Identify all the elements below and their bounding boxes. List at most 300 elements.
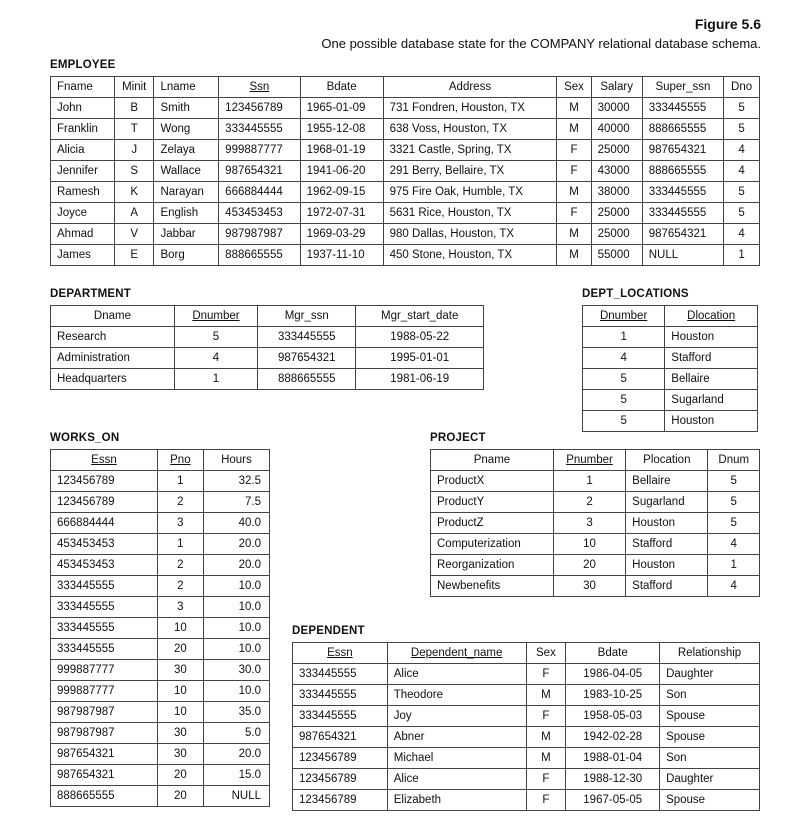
department-header-row: [51, 306, 484, 327]
employee-cell: B: [114, 98, 154, 119]
works-on-cell: 20: [157, 639, 203, 660]
employee-cell: 888665555: [642, 119, 723, 140]
department-row: [51, 348, 484, 369]
employee-cell: English: [154, 203, 219, 224]
project-cell: Houston: [626, 555, 708, 576]
dependent-column-header-label: Dependent_name: [410, 647, 503, 659]
employee-cell: M: [557, 245, 591, 266]
employee-cell: F: [557, 203, 591, 224]
project-column-header: [431, 450, 554, 471]
dependent-row: [293, 727, 760, 748]
department-table: [50, 305, 484, 390]
dept-locations-cell: Bellaire: [665, 369, 758, 390]
project-row: [431, 576, 760, 597]
works-on-cell: 10: [157, 618, 203, 639]
works-on-row: [51, 744, 270, 765]
employee-cell: 1941-06-20: [300, 161, 383, 182]
employee-cell: 30000: [591, 98, 642, 119]
works-on-cell: 10.0: [203, 639, 269, 660]
dependent-cell: 1988-12-30: [566, 769, 660, 790]
employee-column-header: [114, 77, 154, 98]
employee-cell: 987654321: [642, 224, 723, 245]
project-table: [430, 449, 760, 597]
project-cell: ProductZ: [431, 513, 554, 534]
works-on-cell: 333445555: [51, 618, 158, 639]
works-on-row: [51, 576, 270, 597]
department-column-header: [174, 306, 257, 327]
employee-cell: 638 Voss, Houston, TX: [383, 119, 557, 140]
employee-column-header-label: Address: [448, 81, 492, 93]
works-on-section: [50, 431, 270, 807]
project-cell: 1: [553, 471, 625, 492]
employee-label: EMPLOYEE: [50, 59, 116, 71]
dependent-cell: Son: [660, 748, 760, 769]
project-column-header-label: Plocation: [643, 454, 691, 466]
department-cell: Administration: [51, 348, 175, 369]
dept-locations-table: [582, 305, 758, 432]
dependent-row: [293, 769, 760, 790]
project-row: [431, 471, 760, 492]
works-on-cell: 10: [157, 702, 203, 723]
employee-cell: 3321 Castle, Spring, TX: [383, 140, 557, 161]
dept-locations-cell: Houston: [665, 411, 758, 432]
employee-cell: Smith: [154, 98, 219, 119]
dept-locations-column-header: [665, 306, 758, 327]
works-on-cell: 10.0: [203, 597, 269, 618]
works-on-column-header-label: Pno: [170, 454, 191, 466]
works-on-cell: 987987987: [51, 723, 158, 744]
employee-cell: 1955-12-08: [300, 119, 383, 140]
department-cell: 1981-06-19: [356, 369, 484, 390]
employee-cell: 980 Dallas, Houston, TX: [383, 224, 557, 245]
employee-cell: 333445555: [219, 119, 300, 140]
works-on-column-header: [203, 450, 269, 471]
employee-cell: 453453453: [219, 203, 300, 224]
project-column-header-label: Pnumber: [566, 454, 613, 466]
dependent-row: [293, 748, 760, 769]
employee-column-header: [51, 77, 115, 98]
employee-cell: 975 Fire Oak, Humble, TX: [383, 182, 557, 203]
dependent-cell: 333445555: [293, 664, 388, 685]
dept-locations-cell: 5: [583, 369, 665, 390]
dependent-cell: F: [526, 664, 566, 685]
employee-cell: Jennifer: [51, 161, 115, 182]
project-column-header: [553, 450, 625, 471]
department-column-header: [51, 306, 175, 327]
project-row: [431, 534, 760, 555]
works-on-cell: 10: [157, 681, 203, 702]
department-row: [51, 369, 484, 390]
works-on-row: [51, 534, 270, 555]
works-on-cell: 5.0: [203, 723, 269, 744]
employee-cell: F: [557, 161, 591, 182]
dependent-cell: 123456789: [293, 769, 388, 790]
dependent-cell: 123456789: [293, 790, 388, 811]
project-cell: Stafford: [626, 534, 708, 555]
figure-caption: One possible database state for the COMPANY relational database schema.: [321, 36, 761, 51]
employee-section: [50, 58, 760, 266]
employee-cell: 999887777: [219, 140, 300, 161]
employee-cell: 43000: [591, 161, 642, 182]
dependent-cell: Son: [660, 685, 760, 706]
works-on-row: [51, 702, 270, 723]
employee-cell: 1968-01-19: [300, 140, 383, 161]
works-on-row: [51, 513, 270, 534]
dependent-section: [292, 624, 760, 811]
dependent-cell: F: [526, 769, 566, 790]
works-on-cell: 3: [157, 597, 203, 618]
dept-locations-row: [583, 390, 758, 411]
department-section: [50, 287, 484, 390]
employee-row: [51, 203, 760, 224]
project-cell: Houston: [626, 513, 708, 534]
figure-title: Figure 5.6: [694, 16, 761, 32]
dept-locations-cell: 5: [583, 411, 665, 432]
dependent-cell: Michael: [387, 748, 526, 769]
employee-cell: 5: [724, 203, 760, 224]
employee-cell: 987987987: [219, 224, 300, 245]
works-on-cell: 20: [157, 786, 203, 807]
employee-cell: 888665555: [642, 161, 723, 182]
works-on-cell: 7.5: [203, 492, 269, 513]
department-label: DEPARTMENT: [50, 288, 132, 300]
project-cell: 2: [553, 492, 625, 513]
department-cell: 1: [174, 369, 257, 390]
department-cell: 987654321: [258, 348, 356, 369]
employee-cell: K: [114, 182, 154, 203]
dependent-cell: F: [526, 790, 566, 811]
project-cell: 5: [708, 471, 760, 492]
works-on-cell: 20.0: [203, 744, 269, 765]
department-cell: 1988-05-22: [356, 327, 484, 348]
works-on-cell: 123456789: [51, 492, 158, 513]
employee-column-header-label: Fname: [57, 81, 93, 93]
employee-column-header-label: Bdate: [326, 81, 357, 93]
dependent-column-header-label: Sex: [536, 647, 556, 659]
dept-locations-cell: 5: [583, 390, 665, 411]
dependent-column-header: [293, 643, 388, 664]
works-on-cell: 10.0: [203, 618, 269, 639]
employee-cell: M: [557, 224, 591, 245]
employee-column-header-label: Minit: [122, 81, 147, 93]
employee-cell: John: [51, 98, 115, 119]
works-on-cell: 1: [157, 534, 203, 555]
works-on-cell: 3: [157, 513, 203, 534]
employee-column-header: [724, 77, 760, 98]
employee-cell: 666884444: [219, 182, 300, 203]
employee-cell: 4: [724, 140, 760, 161]
dependent-cell: F: [526, 706, 566, 727]
dependent-header-row: [293, 643, 760, 664]
dept-locations-column-header-label: Dlocation: [687, 310, 736, 322]
employee-cell: 38000: [591, 182, 642, 203]
works-on-cell: 999887777: [51, 681, 158, 702]
employee-cell: 5: [724, 119, 760, 140]
employee-row: [51, 224, 760, 245]
employee-column-header: [642, 77, 723, 98]
dependent-cell: Elizabeth: [387, 790, 526, 811]
project-row: [431, 492, 760, 513]
dependent-row: [293, 706, 760, 727]
employee-cell: Narayan: [154, 182, 219, 203]
employee-cell: 888665555: [219, 245, 300, 266]
dependent-column-header-label: Essn: [327, 647, 353, 659]
department-cell: 4: [174, 348, 257, 369]
employee-cell: V: [114, 224, 154, 245]
employee-cell: T: [114, 119, 154, 140]
works-on-row: [51, 660, 270, 681]
works-on-cell: 30: [157, 660, 203, 681]
works-on-cell: 888665555: [51, 786, 158, 807]
works-on-cell: 30: [157, 744, 203, 765]
department-cell: Research: [51, 327, 175, 348]
employee-cell: A: [114, 203, 154, 224]
employee-cell: 731 Fondren, Houston, TX: [383, 98, 557, 119]
dependent-cell: Theodore: [387, 685, 526, 706]
works-on-row: [51, 681, 270, 702]
dependent-row: [293, 685, 760, 706]
dependent-cell: Daughter: [660, 664, 760, 685]
project-cell: 30: [553, 576, 625, 597]
works-on-cell: 2: [157, 576, 203, 597]
dependent-column-header: [566, 643, 660, 664]
works-on-cell: 1: [157, 471, 203, 492]
works-on-row: [51, 786, 270, 807]
employee-column-header-label: Salary: [600, 81, 633, 93]
employee-column-header-label: Lname: [160, 81, 196, 93]
employee-cell: 1972-07-31: [300, 203, 383, 224]
project-cell: ProductY: [431, 492, 554, 513]
project-label: PROJECT: [430, 432, 486, 444]
employee-cell: 450 Stone, Houston, TX: [383, 245, 557, 266]
employee-cell: Wong: [154, 119, 219, 140]
employee-cell: Borg: [154, 245, 219, 266]
dependent-cell: 1967-05-05: [566, 790, 660, 811]
works-on-cell: 987654321: [51, 744, 158, 765]
project-cell: Computerization: [431, 534, 554, 555]
dependent-cell: Alice: [387, 769, 526, 790]
employee-cell: 123456789: [219, 98, 300, 119]
employee-cell: 987654321: [642, 140, 723, 161]
works-on-cell: 32.5: [203, 471, 269, 492]
department-column-header: [258, 306, 356, 327]
employee-row: [51, 161, 760, 182]
employee-column-header: [154, 77, 219, 98]
employee-cell: M: [557, 119, 591, 140]
department-row: [51, 327, 484, 348]
dept-locations-column-header: [583, 306, 665, 327]
works-on-cell: 10.0: [203, 681, 269, 702]
dept-locations-section: [582, 287, 758, 432]
employee-cell: 40000: [591, 119, 642, 140]
dependent-row: [293, 790, 760, 811]
department-cell: 888665555: [258, 369, 356, 390]
department-cell: 1995-01-01: [356, 348, 484, 369]
dept-locations-cell: 4: [583, 348, 665, 369]
project-row: [431, 513, 760, 534]
works-on-cell: NULL: [203, 786, 269, 807]
employee-row: [51, 245, 760, 266]
dept-locations-cell: Sugarland: [665, 390, 758, 411]
works-on-row: [51, 597, 270, 618]
dependent-cell: 123456789: [293, 748, 388, 769]
works-on-column-header-label: Hours: [221, 454, 252, 466]
dependent-cell: 333445555: [293, 685, 388, 706]
employee-cell: 5: [724, 182, 760, 203]
works-on-cell: 10.0: [203, 576, 269, 597]
employee-cell: 25000: [591, 140, 642, 161]
dependent-table: [292, 642, 760, 811]
dependent-cell: Spouse: [660, 706, 760, 727]
employee-cell: F: [557, 140, 591, 161]
department-cell: 333445555: [258, 327, 356, 348]
employee-cell: 5: [724, 98, 760, 119]
works-on-cell: 666884444: [51, 513, 158, 534]
dependent-cell: M: [526, 685, 566, 706]
employee-column-header-label: Dno: [731, 81, 753, 93]
dependent-cell: 333445555: [293, 706, 388, 727]
dependent-cell: 1986-04-05: [566, 664, 660, 685]
works-on-column-header: [157, 450, 203, 471]
employee-cell: M: [557, 182, 591, 203]
works-on-row: [51, 765, 270, 786]
works-on-row: [51, 471, 270, 492]
employee-cell: Jabbar: [154, 224, 219, 245]
project-cell: 3: [553, 513, 625, 534]
department-column-header-label: Mgr_start_date: [381, 310, 459, 322]
dependent-cell: Abner: [387, 727, 526, 748]
employee-cell: James: [51, 245, 115, 266]
works-on-cell: 20.0: [203, 555, 269, 576]
department-cell: 5: [174, 327, 257, 348]
works-on-column-header: [51, 450, 158, 471]
employee-row: [51, 140, 760, 161]
works-on-cell: 30: [157, 723, 203, 744]
works-on-cell: 35.0: [203, 702, 269, 723]
dependent-cell: Joy: [387, 706, 526, 727]
employee-cell: Joyce: [51, 203, 115, 224]
employee-column-header: [300, 77, 383, 98]
project-column-header-label: Pname: [473, 454, 511, 466]
employee-row: [51, 182, 760, 203]
department-column-header: [356, 306, 484, 327]
dept-locations-row: [583, 348, 758, 369]
dept-locations-row: [583, 411, 758, 432]
works-on-cell: 15.0: [203, 765, 269, 786]
employee-cell: 987654321: [219, 161, 300, 182]
works-on-header-row: [51, 450, 270, 471]
works-on-column-header-label: Essn: [91, 454, 117, 466]
employee-cell: 55000: [591, 245, 642, 266]
dependent-cell: M: [526, 748, 566, 769]
employee-cell: 5631 Rice, Houston, TX: [383, 203, 557, 224]
dependent-cell: Alice: [387, 664, 526, 685]
employee-cell: 333445555: [642, 203, 723, 224]
dept-locations-header-row: [583, 306, 758, 327]
works-on-cell: 20: [157, 765, 203, 786]
works-on-cell: 453453453: [51, 555, 158, 576]
project-cell: 10: [553, 534, 625, 555]
project-cell: 4: [708, 576, 760, 597]
employee-cell: Zelaya: [154, 140, 219, 161]
employee-cell: 333445555: [642, 182, 723, 203]
employee-cell: Wallace: [154, 161, 219, 182]
employee-row: [51, 119, 760, 140]
works-on-cell: 987654321: [51, 765, 158, 786]
employee-table: [50, 76, 760, 266]
project-cell: Sugarland: [626, 492, 708, 513]
works-on-row: [51, 618, 270, 639]
project-column-header: [708, 450, 760, 471]
project-cell: 5: [708, 513, 760, 534]
works-on-cell: 123456789: [51, 471, 158, 492]
project-column-header-label: Dnum: [718, 454, 750, 466]
works-on-cell: 2: [157, 555, 203, 576]
employee-column-header: [219, 77, 300, 98]
employee-header-row: [51, 77, 760, 98]
employee-cell: Alicia: [51, 140, 115, 161]
works-on-cell: 987987987: [51, 702, 158, 723]
project-header-row: [431, 450, 760, 471]
employee-cell: 1962-09-15: [300, 182, 383, 203]
project-cell: 5: [708, 492, 760, 513]
employee-column-header-label: Sex: [564, 81, 584, 93]
works-on-cell: 20.0: [203, 534, 269, 555]
employee-cell: M: [557, 98, 591, 119]
project-cell: Newbenefits: [431, 576, 554, 597]
works-on-cell: 2: [157, 492, 203, 513]
dept-locations-label: DEPT_LOCATIONS: [582, 288, 689, 300]
dept-locations-row: [583, 327, 758, 348]
dependent-cell: 1988-01-04: [566, 748, 660, 769]
employee-cell: Franklin: [51, 119, 115, 140]
works-on-cell: 999887777: [51, 660, 158, 681]
employee-cell: 1969-03-29: [300, 224, 383, 245]
works-on-table: [50, 449, 270, 807]
employee-cell: 25000: [591, 224, 642, 245]
project-cell: Bellaire: [626, 471, 708, 492]
department-cell: Headquarters: [51, 369, 175, 390]
dependent-label: DEPENDENT: [292, 625, 365, 637]
employee-cell: S: [114, 161, 154, 182]
dependent-column-header: [387, 643, 526, 664]
project-cell: 4: [708, 534, 760, 555]
project-section: [430, 431, 760, 597]
dept-locations-cell: Houston: [665, 327, 758, 348]
employee-column-header: [557, 77, 591, 98]
employee-cell: 1: [724, 245, 760, 266]
dependent-column-header: [660, 643, 760, 664]
works-on-cell: 333445555: [51, 639, 158, 660]
employee-cell: 4: [724, 224, 760, 245]
employee-column-header-label: Super_ssn: [655, 81, 711, 93]
department-column-header-label: Mgr_ssn: [284, 310, 329, 322]
project-cell: Reorganization: [431, 555, 554, 576]
dependent-column-header-label: Bdate: [597, 647, 628, 659]
dependent-row: [293, 664, 760, 685]
employee-cell: J: [114, 140, 154, 161]
dept-locations-cell: Stafford: [665, 348, 758, 369]
works-on-cell: 40.0: [203, 513, 269, 534]
employee-cell: 1937-11-10: [300, 245, 383, 266]
employee-row: [51, 98, 760, 119]
project-cell: 1: [708, 555, 760, 576]
employee-cell: 333445555: [642, 98, 723, 119]
employee-cell: 1965-01-09: [300, 98, 383, 119]
employee-column-header-label: Ssn: [249, 81, 270, 93]
employee-column-header: [383, 77, 557, 98]
project-column-header: [626, 450, 708, 471]
